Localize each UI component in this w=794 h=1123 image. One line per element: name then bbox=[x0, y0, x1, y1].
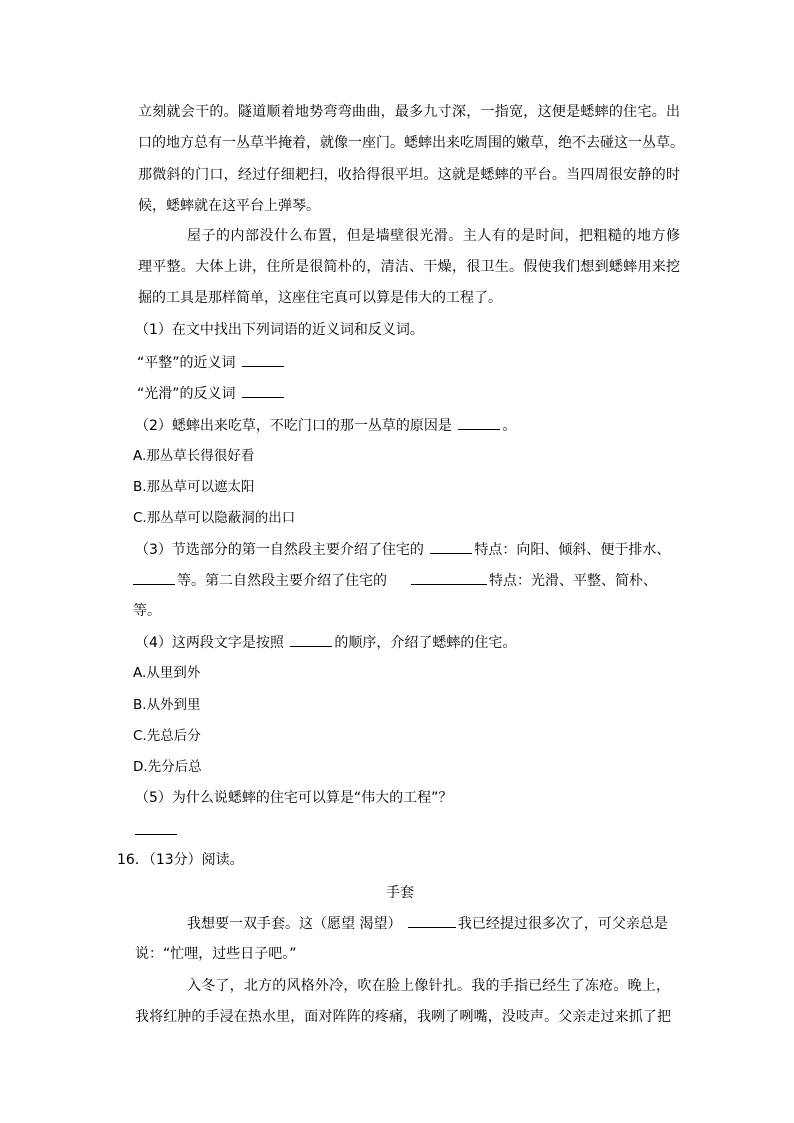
passage-text: 我已经提过很多次了，可父亲总是 bbox=[457, 916, 668, 932]
passage-line: 那微斜的门口，经过仔细耙扫，收拾得很平坦。这就是蟋蟀的平台。当四周很安静的时 bbox=[138, 167, 680, 183]
label: “光滑”的反义词 bbox=[137, 386, 236, 402]
option-a[interactable]: A.从里到外 bbox=[133, 665, 201, 681]
answer-blank[interactable] bbox=[430, 539, 472, 554]
question-header: 16．（13分）阅读。 bbox=[117, 852, 244, 868]
question-line: 等。 bbox=[133, 603, 161, 619]
passage-line: 我将红肿的手浸在热水里，面对阵阵的疼痛，我咧了咧嘴，没吱声。父亲走过来抓了把 bbox=[135, 1009, 671, 1025]
option-b[interactable]: B.那丛草可以遮太阳 bbox=[133, 479, 255, 495]
passage-text: 我想要一双手套。这（愿望 渴望） bbox=[187, 916, 402, 932]
option-b[interactable]: B.从外到里 bbox=[133, 697, 201, 713]
answer-blank[interactable] bbox=[242, 352, 284, 367]
question-prompt bbox=[135, 539, 670, 559]
passage-line: 说：“忙哩，过些日子吧。” bbox=[135, 946, 297, 962]
option-d[interactable]: D.先分后总 bbox=[133, 759, 202, 775]
question-prompt bbox=[135, 632, 516, 652]
answer-blank[interactable] bbox=[408, 913, 456, 928]
prompt-text: （4）这两段文字是按照 bbox=[135, 635, 284, 651]
answer-blank[interactable] bbox=[290, 632, 332, 647]
prompt-text: 的顺序，介绍了蟋蟀的住宅。 bbox=[334, 635, 517, 651]
option-c[interactable]: C.先总后分 bbox=[133, 728, 201, 744]
passage-line: 立刻就会干的。隧道顺着地势弯弯曲曲，最多九寸深，一指宽，这便是蟋蟀的住宅。出 bbox=[138, 104, 680, 120]
passage-line: 理平整。大体上讲，住所是很简朴的，清洁、干燥，很卫生。假使我们想到蟋蟀用来挖 bbox=[138, 259, 680, 275]
passage-line: 候，蟋蟀就在这平台上弹琴。 bbox=[138, 198, 320, 214]
question-prompt bbox=[135, 415, 516, 435]
answer-blank[interactable] bbox=[135, 820, 177, 835]
label: “平整”的近义词 bbox=[137, 355, 236, 371]
prompt-end: 。 bbox=[502, 418, 517, 434]
prompt-text: 等。第二自然段主要介绍了住宅的 bbox=[177, 573, 387, 589]
question-line bbox=[133, 570, 657, 590]
answer-blank[interactable] bbox=[133, 570, 175, 585]
answer-blank[interactable] bbox=[411, 570, 487, 585]
passage-line: 口的地方总有一丛草半掩着，就像一座门。蟋蟀出来吃周围的嫩草，绝不去碰这一丛草。 bbox=[138, 135, 684, 151]
passage-line: 屋子的内部没什么布置，但是墙壁很光滑。主人有的是时间，把粗糙的地方修 bbox=[187, 228, 680, 244]
question-prompt: （5）为什么说蟋蟀的住宅可以算是“伟大的工程”？ bbox=[135, 790, 453, 806]
prompt-text: （2）蟋蟀出来吃草，不吃门口的那一丛草的原因是 bbox=[135, 418, 452, 434]
passage-title: 手套 bbox=[386, 885, 414, 901]
answer-blank[interactable] bbox=[242, 383, 284, 398]
passage-line bbox=[187, 913, 668, 933]
passage-line: 掘的工具是那样简单，这座住宅真可以算是伟大的工程了。 bbox=[138, 290, 502, 306]
prompt-text: （3）节选部分的第一自然段主要介绍了住宅的 bbox=[135, 542, 424, 558]
prompt-text: 特点：光滑、平整、简朴、 bbox=[489, 573, 657, 589]
prompt-text: 特点：向阳、倾斜、便于排水、 bbox=[474, 542, 671, 558]
question-line bbox=[135, 820, 177, 840]
answer-blank[interactable] bbox=[458, 415, 500, 430]
question-line bbox=[137, 352, 286, 372]
question-prompt: （1）在文中找出下列词语的近义词和反义词。 bbox=[135, 322, 424, 338]
option-c[interactable]: C.那丛草可以隐蔽洞的出口 bbox=[133, 510, 296, 526]
question-line bbox=[137, 383, 286, 403]
passage-line: 入冬了，北方的风格外冷，吹在脸上像针扎。我的手指已经生了冻疮。晚上， bbox=[187, 978, 670, 994]
option-a[interactable]: A.那丛草长得很好看 bbox=[133, 448, 255, 464]
